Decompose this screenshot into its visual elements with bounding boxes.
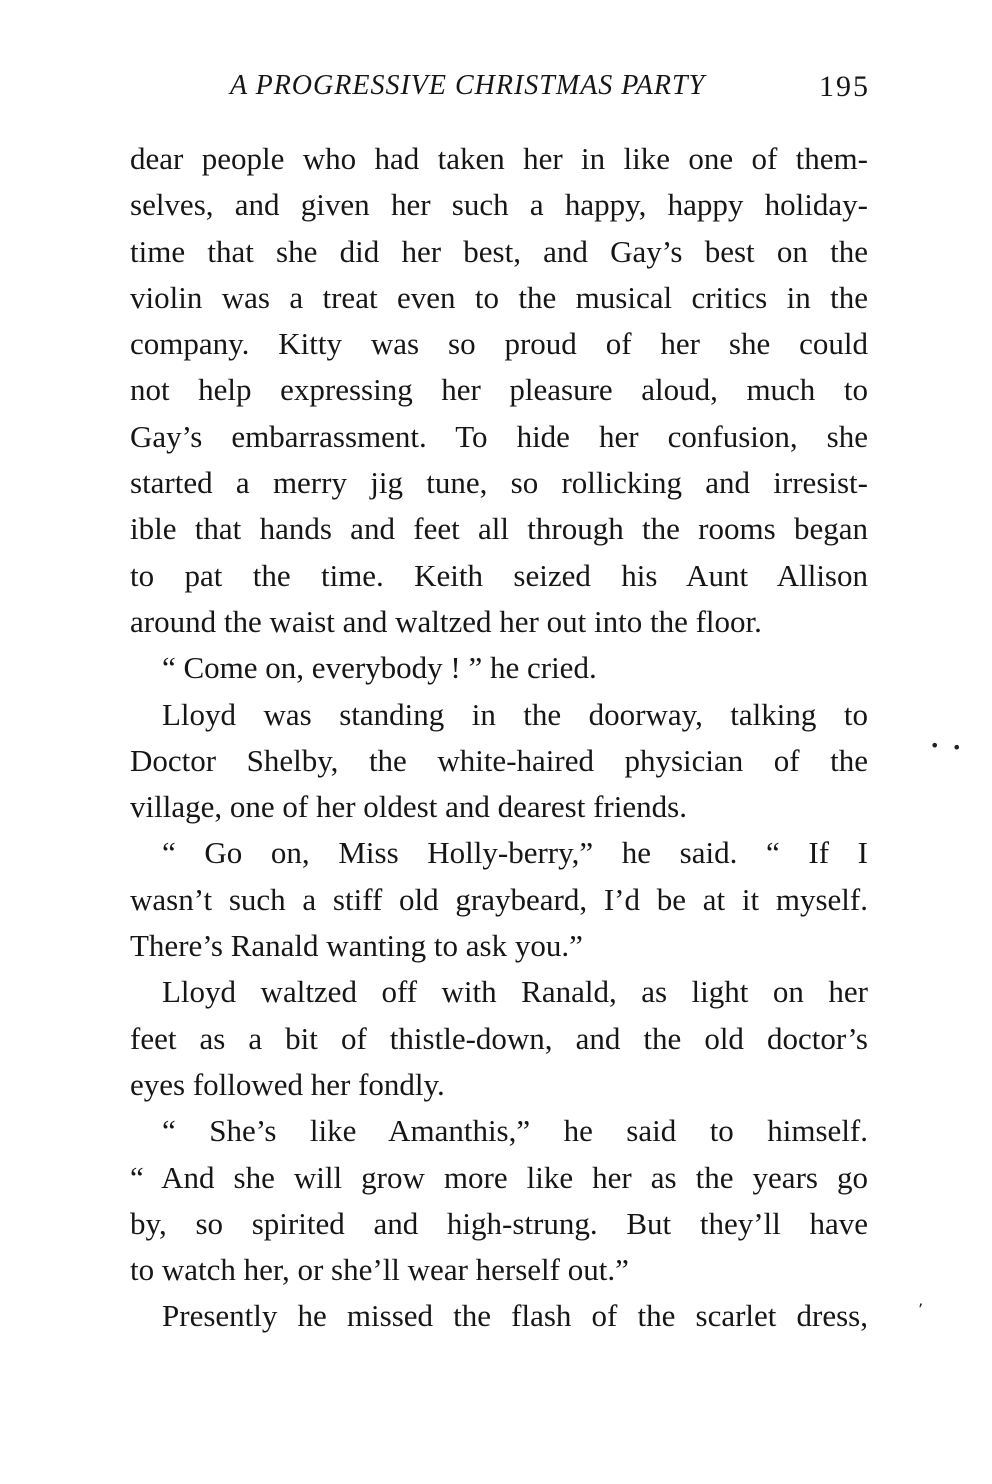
running-title: A PROGRESSIVE CHRISTMAS PARTY — [230, 70, 706, 101]
running-header — [130, 70, 874, 110]
text-line: company. Kitty was so proud of her she could — [130, 326, 868, 362]
paragraph-start-line: Presently he missed the flash of the scarlet dress, — [162, 1298, 868, 1334]
text-line: “ And she will grow more like her as the years go — [130, 1159, 868, 1195]
page-number: 195 — [819, 70, 870, 103]
text-line: Doctor Shelby, the white-haired physician of the — [130, 742, 868, 778]
text-line: violin was a treat even to the musical critics in the — [130, 279, 868, 315]
print-speck-mark: • — [930, 736, 940, 755]
text-line: to pat the time. Keith seized his Aunt Allison — [130, 557, 868, 593]
text-line: not help expressing her pleasure aloud, much to — [130, 372, 868, 408]
text-line: Gay’s embarrassment. To hide her confusion, she — [130, 418, 868, 454]
paragraph-start-line: Lloyd waltzed off with Ranald, as light on her — [162, 974, 868, 1010]
text-line: ible that hands and feet all through the rooms began — [130, 511, 868, 547]
text-line: wasn’t such a stiff old graybeard, I’d be at it myself. — [130, 881, 868, 917]
paragraph-start-line: Lloyd was standing in the doorway, talking to — [162, 696, 868, 732]
paragraph-start-line: “ Come on, everybody ! ” he cried. — [162, 650, 597, 686]
text-line: around the waist and waltzed her out into the floor. — [130, 603, 762, 639]
text-line: time that she did her best, and Gay’s best on the — [130, 233, 868, 269]
body-text — [130, 136, 868, 1340]
paragraph-start-line: “ Go on, Miss Holly-berry,” he said. “ If I — [162, 835, 868, 871]
text-line: village, one of her oldest and dearest friends. — [130, 789, 687, 825]
text-line: There’s Ranald wanting to ask you.” — [130, 928, 583, 964]
print-speck-mark: ’ — [918, 1300, 924, 1319]
text-line: feet as a bit of thistle-down, and the old doctor’s — [130, 1020, 868, 1056]
print-speck-mark: • — [952, 738, 962, 757]
text-line: by, so spirited and high-strung. But they’ll have — [130, 1205, 868, 1241]
text-line: started a merry jig tune, so rollicking and irresist- — [130, 465, 868, 501]
paragraph-start-line: “ She’s like Amanthis,” he said to himself. — [162, 1113, 868, 1149]
text-line: to watch her, or she’ll wear herself out.” — [130, 1252, 629, 1288]
text-line: eyes followed her fondly. — [130, 1066, 445, 1102]
text-line: dear people who had taken her in like one of them- — [130, 141, 868, 176]
text-line: selves, and given her such a happy, happy holiday- — [130, 187, 868, 223]
